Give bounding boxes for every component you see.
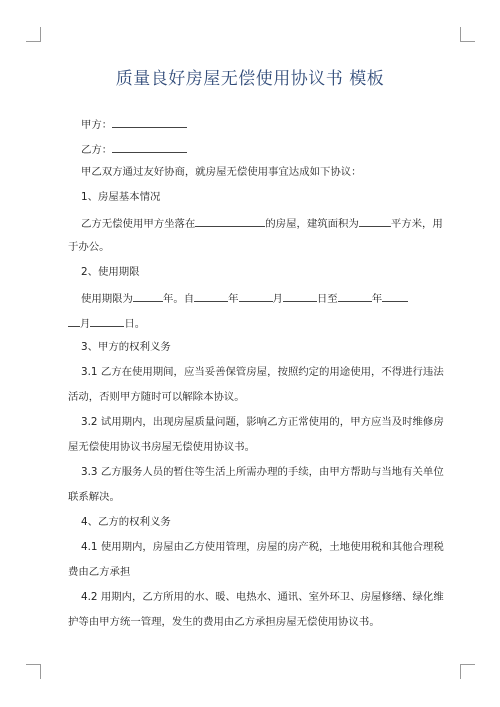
section-2-line-1 <box>81 290 451 306</box>
years-blank <box>133 290 163 302</box>
section-4-2-line-2: 护等由甲方统一管理，发生的费用由乙方承担房屋无偿使用协议书。 <box>68 616 380 628</box>
intro-text: 甲乙双方通过友好协商，就房屋无偿使用事宜达成如下协议： <box>81 166 362 178</box>
text-run: 月 <box>272 293 283 305</box>
document-title: 质量良好房屋无偿使用协议书 模板 <box>115 69 385 89</box>
text-run: 的房屋，建筑面积为 <box>265 218 359 230</box>
start-day-blank <box>283 290 317 302</box>
location-blank <box>195 215 265 227</box>
end-year-blank <box>338 290 372 302</box>
section-4-1-line-2: 费由乙方承担 <box>68 566 131 578</box>
text-run: 平方米，用 <box>390 218 443 230</box>
crop-mark-top-left <box>26 27 41 42</box>
section-3-2-line-1: 3.2 试用期内，出现房屋质量问题，影响乙方正常使用的，甲方应当及时维修房 <box>81 416 444 428</box>
section-4-heading: 4、乙方的权利义务 <box>81 516 171 528</box>
section-2-line-2 <box>68 315 438 331</box>
party-a-label: 甲方： <box>81 119 113 131</box>
text-run: 年 <box>228 293 239 305</box>
section-1-heading: 1、房屋基本情况 <box>81 191 161 203</box>
end-month-blank-start <box>382 290 408 302</box>
party-a-blank <box>112 116 187 128</box>
section-3-3-line-2: 联系解决。 <box>68 491 120 503</box>
crop-mark-bottom-right <box>460 664 475 679</box>
start-month-blank <box>239 290 273 302</box>
area-blank <box>359 215 391 227</box>
section-2-heading: 2、使用期限 <box>81 266 140 278</box>
party-a-line <box>81 116 451 132</box>
text-run: 乙方无偿使用甲方坐落在 <box>81 218 196 230</box>
party-b-blank <box>112 141 187 153</box>
section-3-heading: 3、甲方的权利义务 <box>81 341 171 353</box>
section-4-2-line-1: 4.2 用期内，乙方所用的水、暖、电热水、通讯、室外环卫、房屋修缮、绿化维 <box>81 591 444 603</box>
section-1-line-1 <box>81 215 451 231</box>
section-1-line-2: 于办公。 <box>68 241 110 253</box>
end-day-blank <box>90 315 124 327</box>
start-year-blank <box>194 290 228 302</box>
text-run: 使用期限为 <box>81 293 133 305</box>
section-3-1-line-1: 3.1 乙方在使用期间，应当妥善保管房屋，按照约定的用途使用，不得进行违法 <box>81 366 444 378</box>
text-run: 年。自 <box>162 293 195 305</box>
party-b-line <box>81 141 451 157</box>
party-b-label: 乙方： <box>81 144 113 156</box>
section-3-1-line-2: 活动，否则甲方随时可以解除本协议。 <box>68 391 245 403</box>
section-3-2-line-2: 屋无偿使用协议书房屋无偿使用协议书。 <box>68 441 256 453</box>
text-run: 日至 <box>316 293 338 305</box>
crop-mark-top-right <box>460 27 475 42</box>
section-3-3-line-1: 3.3 乙方服务人员的暂住等生活上所需办理的手续，由甲方帮助与当地有关单位 <box>81 466 444 478</box>
crop-mark-bottom-left <box>26 664 41 679</box>
text-run: 年 <box>371 293 383 305</box>
end-month-blank-end <box>68 315 80 327</box>
section-4-1-line-1: 4.1 使用期内，房屋由乙方使用管理，房屋的房产税，土地使用税和其他合理税 <box>81 541 444 553</box>
text-run: 日。 <box>124 318 146 330</box>
text-run: 月 <box>80 318 91 330</box>
